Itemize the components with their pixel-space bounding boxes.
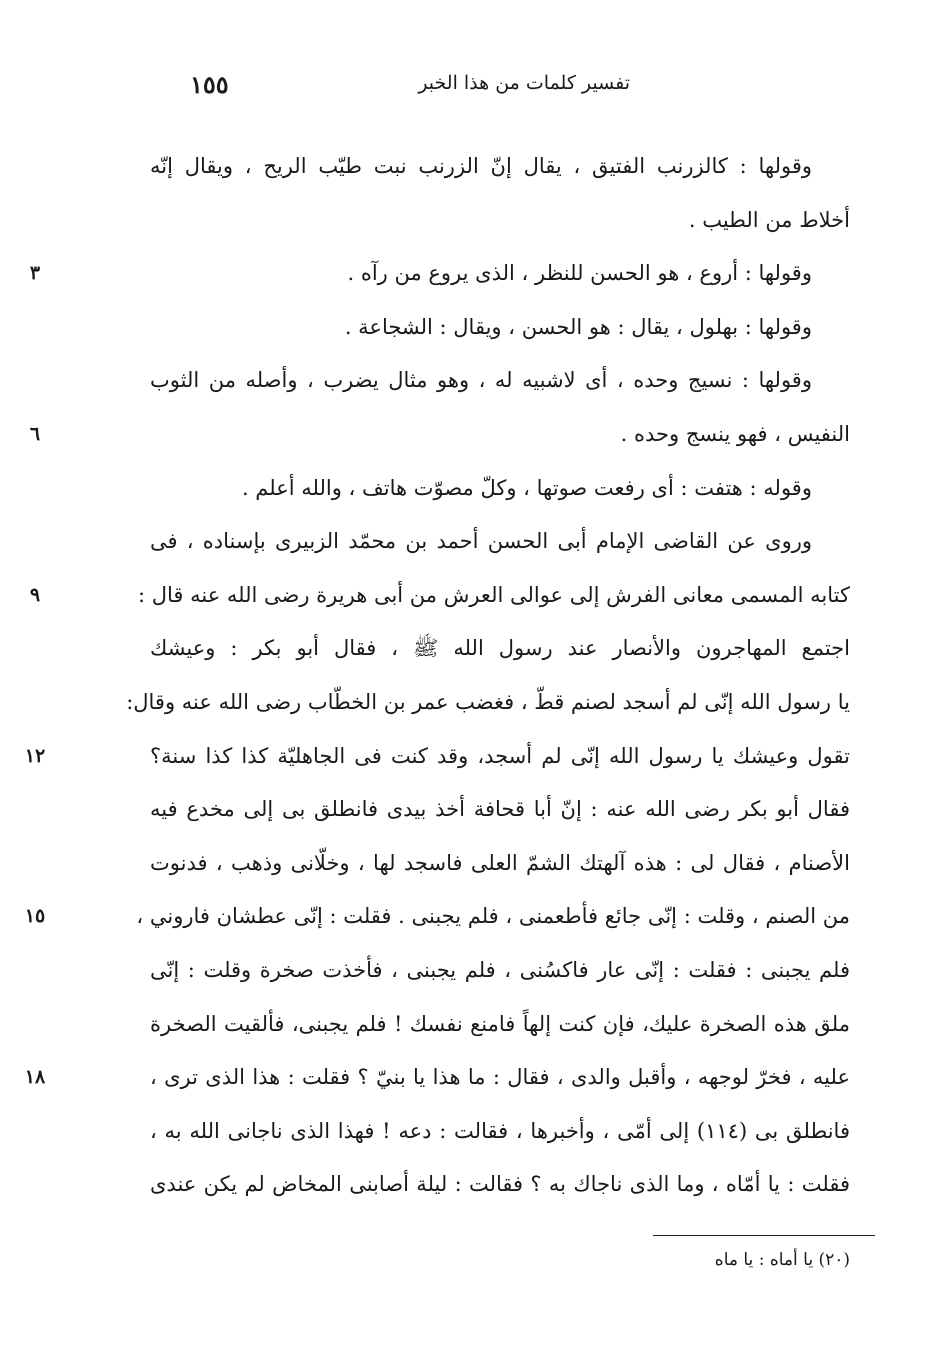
line-number: ٣ bbox=[29, 262, 41, 285]
text-line bbox=[29, 569, 850, 623]
text-line bbox=[150, 837, 850, 891]
line-text: وقولها : أروع ، هو الحسن للنظر ، الذى يروع من رآه . bbox=[347, 261, 812, 286]
footnote: (٢٠) يا أماه : يا ماه bbox=[714, 1250, 850, 1270]
line-number: ٩ bbox=[29, 583, 41, 606]
text-line bbox=[150, 140, 850, 194]
text-line bbox=[150, 194, 850, 248]
page-number: ١٥٥ bbox=[190, 70, 229, 99]
text-line bbox=[29, 247, 850, 301]
text-line bbox=[150, 1105, 850, 1159]
line-text: كتابه المسمى معانى الفرش إلى عوالى العرش من أبى هريرة رضى الله عنه قال : bbox=[137, 582, 850, 607]
text-line bbox=[150, 783, 850, 837]
line-text: النفيس ، فهو ينسج وحده . bbox=[620, 421, 850, 446]
line-text: فانطلق بى (١١٤) إلى أمّى ، وأخبرها ، فقالت : دعه ! فهذا الذى ناجانى الله به ، bbox=[150, 1118, 850, 1143]
text-line bbox=[150, 354, 850, 408]
line-number: ١٥ bbox=[24, 905, 46, 928]
line-text: وقولها : بهلول ، يقال : هو الحسن ، ويقال : الشجاعة . bbox=[344, 314, 812, 339]
line-text: وقولها : كالزرنب الفتيق ، يقال إنّ الزرنب نبت طيّب الريح ، ويقال إنّه bbox=[150, 154, 812, 178]
text-line bbox=[150, 515, 850, 569]
line-text: فلم يجبنى : فقلت : إنّى عار فاكسُنى ، فلم يجبنى ، فأخذت صخرة وقلت : إنّى bbox=[150, 957, 850, 982]
text-line bbox=[24, 890, 850, 944]
line-number: ٦ bbox=[29, 422, 41, 445]
text-line bbox=[150, 1158, 850, 1212]
line-number: ١٨ bbox=[24, 1066, 46, 1089]
line-text: تقول وعيشك يا رسول الله إنّى لم أسجد، وقد كنت فى الجاهليّة كذا كذا سنة؟ bbox=[150, 743, 850, 768]
line-text: عليه ، فخرّ لوجهه ، وأقبل والدى ، فقال : ما هذا يا بنيّ ؟ فقلت : هذا الذى ترى ، bbox=[150, 1065, 850, 1090]
footnote-divider bbox=[653, 1235, 875, 1236]
text-line bbox=[150, 622, 850, 676]
text-line bbox=[126, 676, 850, 730]
text-line bbox=[29, 408, 850, 462]
line-text: يا رسول الله إنّى لم أسجد لصنم قطّ ، فغضب عمر بن الخطّاب رضى الله عنه وقال: bbox=[126, 689, 850, 714]
line-text: وقوله : هتفت : أى رفعت صوتها ، وكلّ مصوّت هاتف ، والله أعلم . bbox=[241, 475, 812, 500]
line-text: وقولها : نسيج وحده ، أى لاشبيه له ، وهو مثال يضرب ، وأصله من الثوب bbox=[150, 368, 812, 393]
text-line bbox=[24, 730, 850, 784]
line-number: ١٢ bbox=[24, 744, 46, 767]
line-text: الأصنام ، فقال لى : هذه آلهتك الشمّ العلى فاسجد لها ، وخلّانى وذهب ، فدنوت bbox=[150, 850, 850, 875]
text-line bbox=[150, 944, 850, 998]
text-line bbox=[150, 462, 850, 516]
line-text: فقال أبو بكر رضى الله عنه : إنّ أبا قحافة أخذ بيدى فانطلق بى إلى مخدع فيه bbox=[150, 797, 850, 822]
line-text: من الصنم ، وقلت : إنّى جائع فأطعمنى ، فلم يجبنى . فقلت : إنّى عطشان فاروني ، bbox=[136, 904, 850, 929]
line-text: أخلاط من الطيب . bbox=[688, 207, 850, 232]
line-text: اجتمع المهاجرون والأنصار عند رسول الله ﷺ ، فقال أبو بكر : وعيشك bbox=[150, 636, 850, 661]
page-header bbox=[190, 70, 630, 106]
line-text: فقلت : يا أمّاه ، وما الذى ناجاك به ؟ فقالت : ليلة أصابنى المخاض لم يكن عندى bbox=[150, 1172, 850, 1197]
text-line bbox=[150, 301, 850, 355]
running-title: تفسير كلمات من هذا الخبر bbox=[418, 72, 630, 94]
body-text bbox=[24, 140, 850, 1212]
line-text: وروى عن القاضى الإمام أبى الحسن أحمد بن محمّد الزبيرى بإسناده ، فى bbox=[150, 529, 812, 554]
line-text: ملق هذه الصخرة عليك، فإن كنت إلهاً فامنع نفسك ! فلم يجبنى، فألقيت الصخرة bbox=[150, 1011, 850, 1036]
text-line bbox=[24, 1051, 850, 1105]
text-line bbox=[150, 998, 850, 1052]
